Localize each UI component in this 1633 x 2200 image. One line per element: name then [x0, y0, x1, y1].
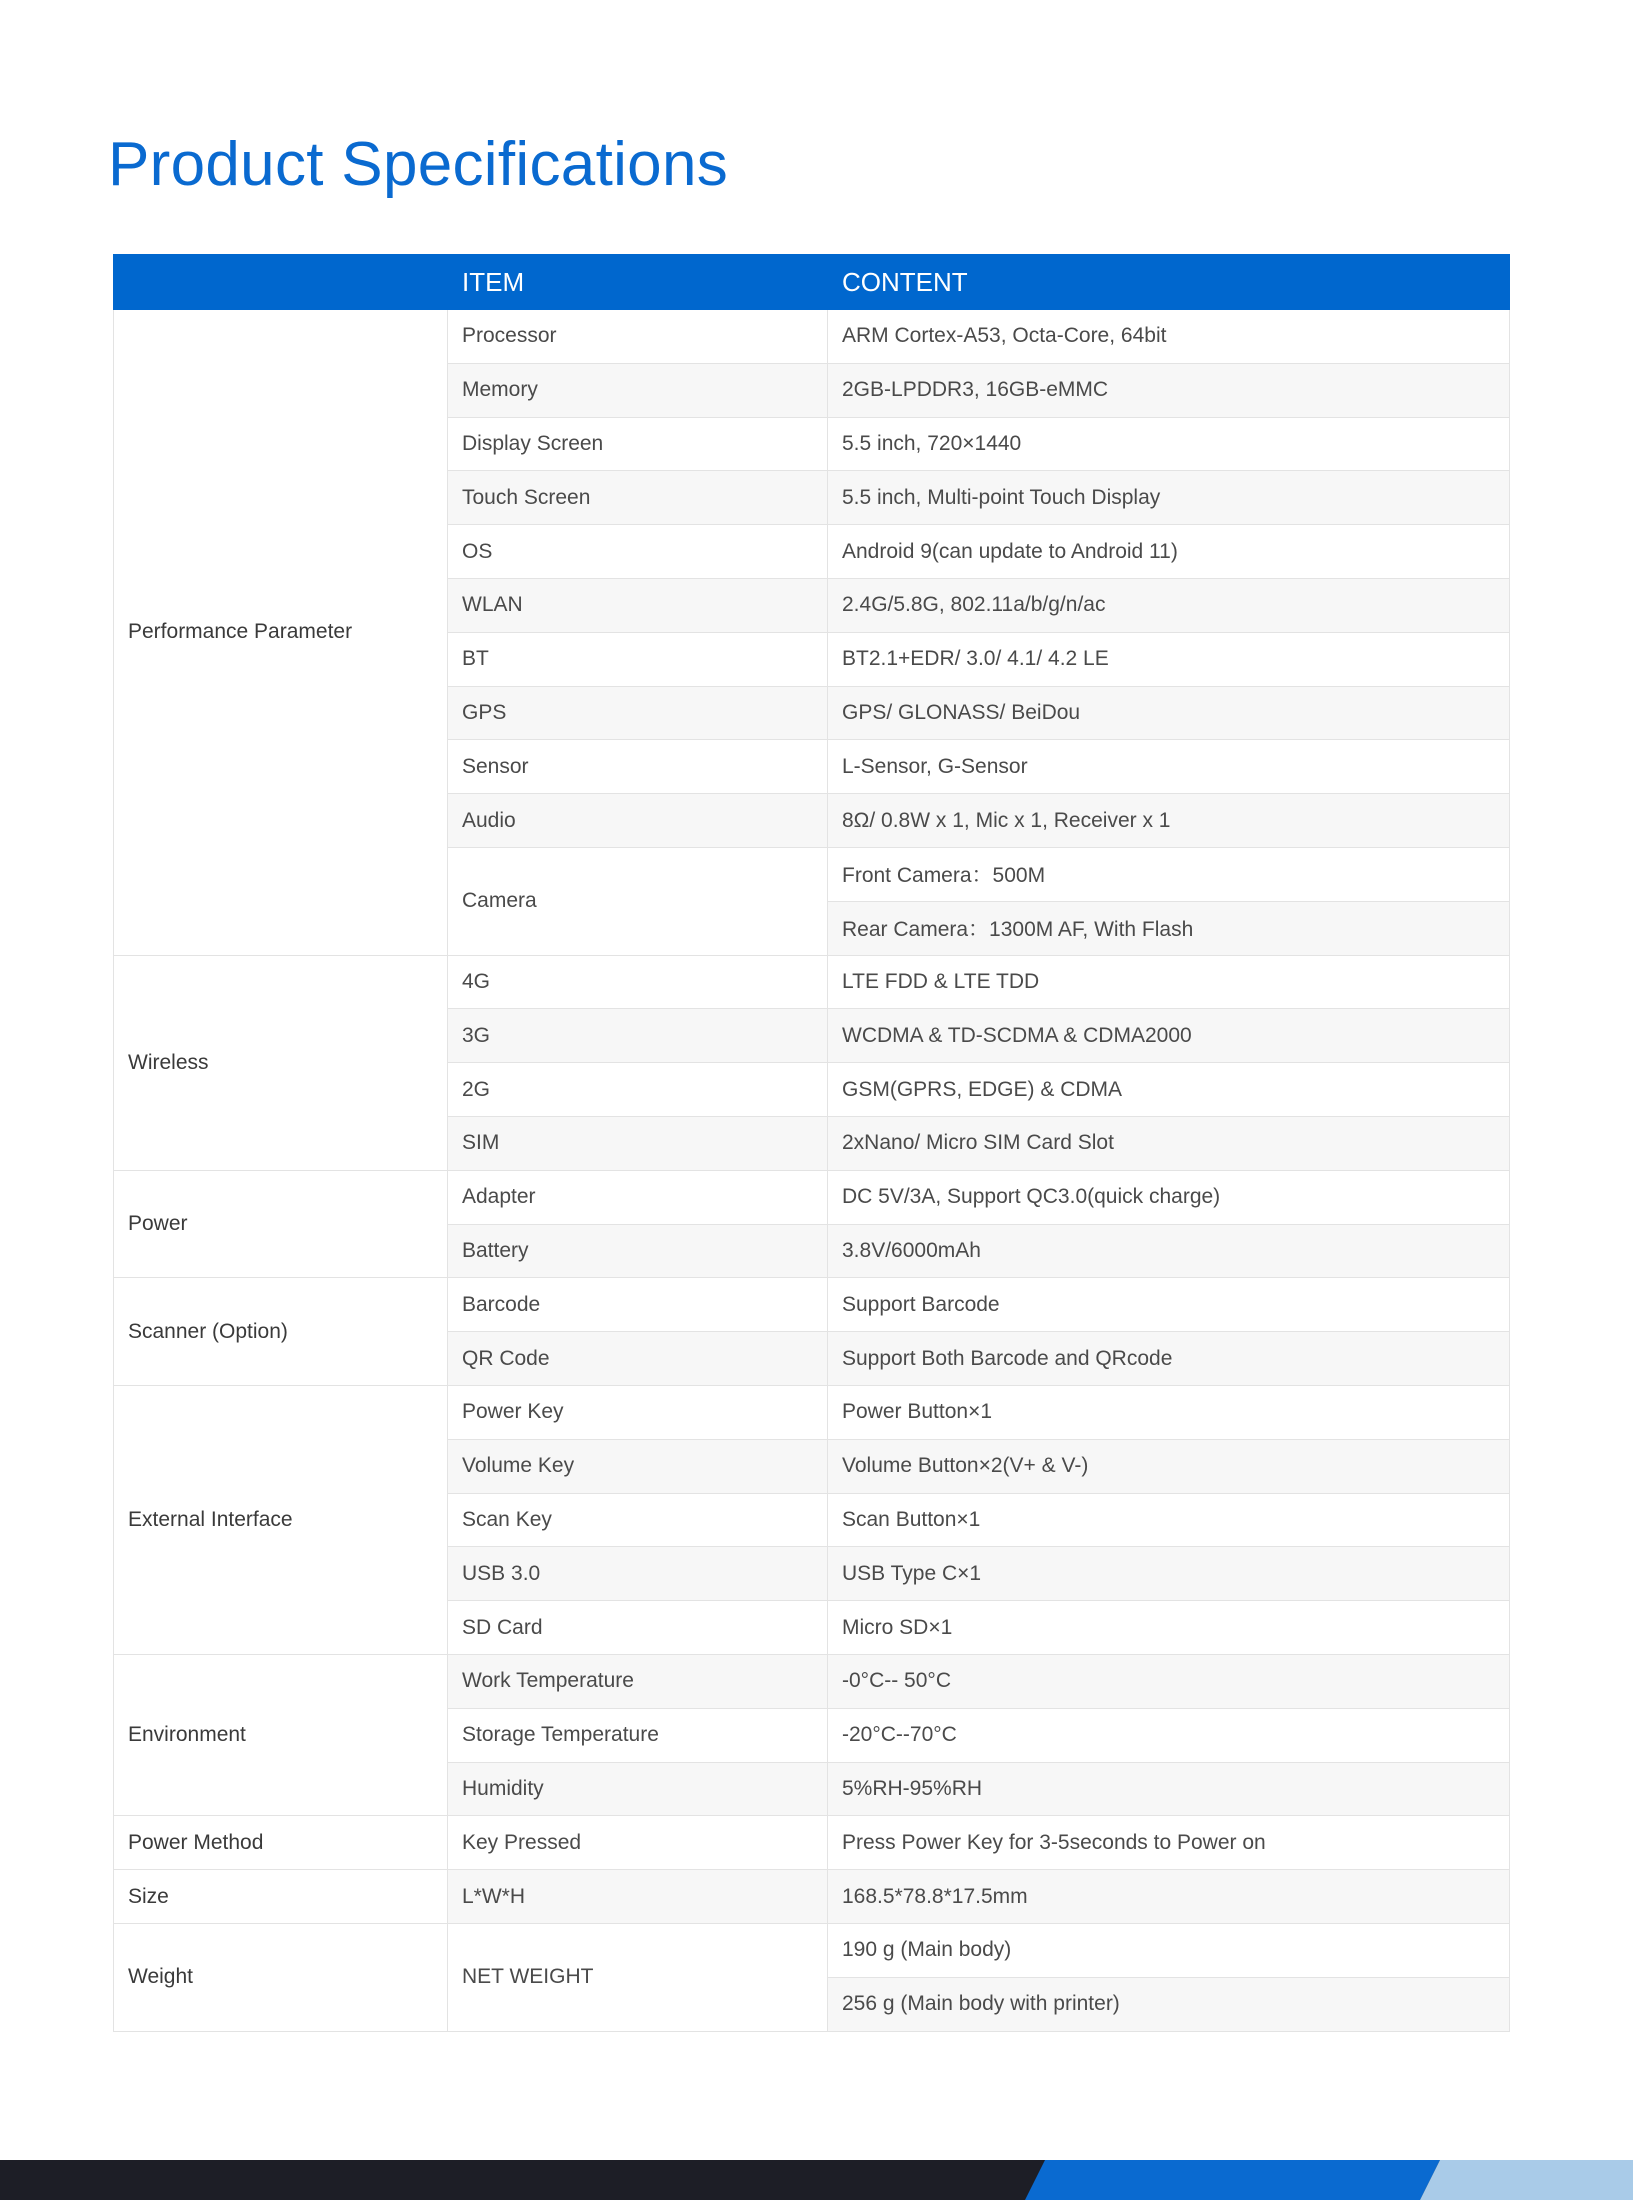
table-row — [114, 1923, 1510, 1977]
item-cell: Touch Screen — [448, 471, 828, 525]
table-row — [114, 1385, 1510, 1439]
content-cell: ARM Cortex-A53, Octa-Core, 64bit — [828, 310, 1510, 364]
content-cell: BT2.1+EDR/ 3.0/ 4.1/ 4.2 LE — [828, 632, 1510, 686]
item-cell: Processor — [448, 310, 828, 364]
content-cell: Micro SD×1 — [828, 1601, 1510, 1655]
category-cell: External Interface — [114, 1385, 448, 1654]
content-cell: -0°C-- 50°C — [828, 1654, 1510, 1708]
category-cell: Weight — [114, 1923, 448, 2031]
item-cell: Adapter — [448, 1170, 828, 1224]
item-cell: Audio — [448, 794, 828, 848]
content-cell: 168.5*78.8*17.5mm — [828, 1870, 1510, 1924]
category-cell: Environment — [114, 1654, 448, 1815]
item-cell: Sensor — [448, 740, 828, 794]
item-cell: Battery — [448, 1224, 828, 1278]
content-cell: L-Sensor, G-Sensor — [828, 740, 1510, 794]
item-cell: WLAN — [448, 578, 828, 632]
content-cell: Volume Button×2(V+ & V-) — [828, 1439, 1510, 1493]
item-cell: Power Key — [448, 1385, 828, 1439]
item-cell: QR Code — [448, 1332, 828, 1386]
item-cell: SIM — [448, 1116, 828, 1170]
table-row — [114, 1170, 1510, 1224]
content-cell: 2GB-LPDDR3, 16GB-eMMC — [828, 363, 1510, 417]
content-cell: GSM(GPRS, EDGE) & CDMA — [828, 1063, 1510, 1117]
category-cell: Wireless — [114, 955, 448, 1170]
table-row — [114, 1278, 1510, 1332]
content-cell: -20°C--70°C — [828, 1708, 1510, 1762]
category-cell: Scanner (Option) — [114, 1278, 448, 1386]
item-cell: OS — [448, 525, 828, 579]
content-cell: Support Barcode — [828, 1278, 1510, 1332]
item-cell: Display Screen — [448, 417, 828, 471]
table-header-row — [114, 255, 1510, 310]
item-cell: Humidity — [448, 1762, 828, 1816]
item-cell: Camera — [448, 847, 828, 955]
content-cell: 190 g (Main body) — [828, 1923, 1510, 1977]
category-cell: Size — [114, 1870, 448, 1924]
page-title: Product Specifications — [108, 130, 729, 199]
item-cell: Memory — [448, 363, 828, 417]
content-cell: 2xNano/ Micro SIM Card Slot — [828, 1116, 1510, 1170]
item-cell: 2G — [448, 1063, 828, 1117]
table-row — [114, 1870, 1510, 1924]
content-cell: LTE FDD & LTE TDD — [828, 955, 1510, 1009]
footer-blue-stripe — [1025, 2160, 1440, 2200]
content-cell: DC 5V/3A, Support QC3.0(quick charge) — [828, 1170, 1510, 1224]
item-cell: NET WEIGHT — [448, 1923, 828, 2031]
footer-band — [0, 2160, 1633, 2200]
content-cell: 8Ω/ 0.8W x 1, Mic x 1, Receiver x 1 — [828, 794, 1510, 848]
item-cell: Work Temperature — [448, 1654, 828, 1708]
header-content: CONTENT — [828, 255, 1510, 310]
spec-table — [113, 254, 1510, 2032]
table-row — [114, 955, 1510, 1009]
content-cell: USB Type C×1 — [828, 1547, 1510, 1601]
item-cell: Barcode — [448, 1278, 828, 1332]
item-cell: 4G — [448, 955, 828, 1009]
category-cell: Performance Parameter — [114, 310, 448, 956]
content-cell: 5.5 inch, Multi-point Touch Display — [828, 471, 1510, 525]
content-cell: Support Both Barcode and QRcode — [828, 1332, 1510, 1386]
content-cell: Android 9(can update to Android 11) — [828, 525, 1510, 579]
content-cell: Press Power Key for 3-5seconds to Power on — [828, 1816, 1510, 1870]
item-cell: USB 3.0 — [448, 1547, 828, 1601]
category-cell: Power Method — [114, 1816, 448, 1870]
table-row — [114, 310, 1510, 364]
footer-light-stripe — [1420, 2160, 1633, 2200]
item-cell: GPS — [448, 686, 828, 740]
content-cell: WCDMA & TD-SCDMA & CDMA2000 — [828, 1009, 1510, 1063]
content-cell: Front Camera：500M — [828, 847, 1510, 901]
item-cell: 3G — [448, 1009, 828, 1063]
spec-table-body — [114, 310, 1510, 2032]
content-cell: 2.4G/5.8G, 802.11a/b/g/n/ac — [828, 578, 1510, 632]
table-row — [114, 1654, 1510, 1708]
item-cell: L*W*H — [448, 1870, 828, 1924]
item-cell: Storage Temperature — [448, 1708, 828, 1762]
content-cell: 5%RH-95%RH — [828, 1762, 1510, 1816]
table-row — [114, 1816, 1510, 1870]
item-cell: Key Pressed — [448, 1816, 828, 1870]
item-cell: Volume Key — [448, 1439, 828, 1493]
item-cell: BT — [448, 632, 828, 686]
content-cell: GPS/ GLONASS/ BeiDou — [828, 686, 1510, 740]
content-cell: 3.8V/6000mAh — [828, 1224, 1510, 1278]
content-cell: 256 g (Main body with printer) — [828, 1977, 1510, 2031]
header-item: ITEM — [448, 255, 828, 310]
content-cell: Power Button×1 — [828, 1385, 1510, 1439]
content-cell: Rear Camera：1300M AF, With Flash — [828, 901, 1510, 955]
content-cell: Scan Button×1 — [828, 1493, 1510, 1547]
category-cell: Power — [114, 1170, 448, 1278]
content-cell: 5.5 inch, 720×1440 — [828, 417, 1510, 471]
item-cell: SD Card — [448, 1601, 828, 1655]
item-cell: Scan Key — [448, 1493, 828, 1547]
header-category — [114, 255, 448, 310]
